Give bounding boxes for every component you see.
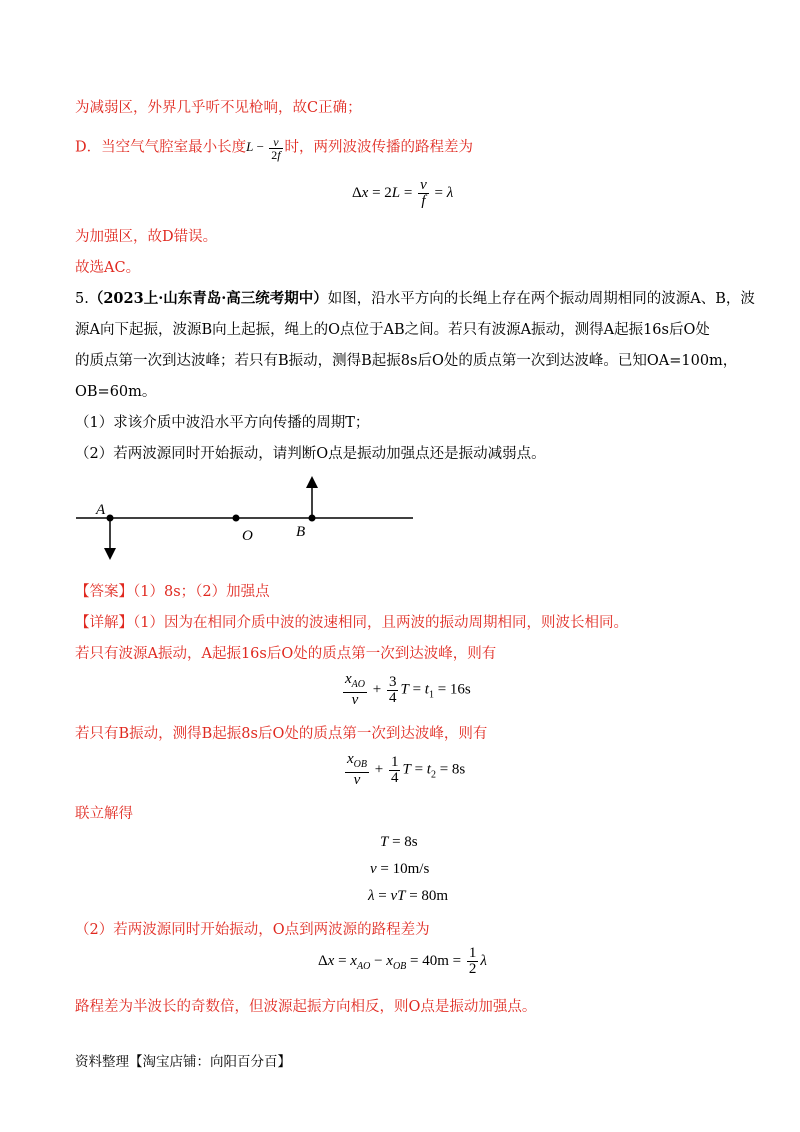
text-line: 路程差为半波长的奇数倍，但波源起振方向相反，则O点是振动加强点。 [75,999,537,1015]
point-o [233,515,240,522]
text-line [75,136,473,161]
rope-diagram [70,470,420,570]
text-line: 为减弱区，外界几乎听不见枪响，故C正确； [75,100,362,116]
label-b: B [296,524,306,540]
text-span: （1）因为在相同介质中波的波速相同，且两波的振动周期相同，则波长相同。 [133,615,628,631]
question-source: （2023上·山东青岛·高三统考期中） [88,290,328,307]
formula-b: $\frac{x_{OB}}{v}$ + $\frac{1}{4}$ $T = t_2 = 8s$ [347,751,466,788]
text-span: 时，两列波波传播的路程差为 [284,139,474,156]
text-span: D．当空气气腔室最小长度 [75,139,247,156]
text-line: OB=60m。 [75,384,157,400]
formula-inline: L − $\frac{v}{2f}$ [246,135,281,162]
text-line: 源A向下起振，波源B向上起振，绳上的O点位于AB之间。若只有波源A振动，测得A起振16s后O处 [75,322,710,338]
label-a: A [96,502,106,518]
text-line: 联立解得 [75,806,133,822]
detail-line [75,613,628,633]
text-line: 若只有波源A振动，A起振16s后O处的质点第一次到达波峰，则有 [75,646,497,662]
text-line: 为加强区，故D错误。 [75,229,218,245]
text-line: 故选AC。 [75,260,141,276]
answer-text: （1）8s；（2）加强点 [133,584,270,600]
text-line: 若只有B振动，测得B起振8s后O处的质点第一次到达波峰，则有 [75,726,488,742]
text-line: （2）若两波源同时开始振动，请判断O点是振动加强点还是振动减弱点。 [75,446,546,462]
text-span: 如图，沿水平方向的长绳上存在两个振动周期相同的波源A、B，波 [327,291,755,307]
text-line: （2）若两波源同时开始振动，O点到两波源的路程差为 [75,922,430,938]
formula-speed: v = 10m/s [370,861,430,877]
formula-delta: $\Delta x = x_{AO} - x_{OB} = 40m$ = $\frac{1}{2}$ λ [318,945,487,977]
label-o: O [242,528,253,544]
formula-period: T = 8s [380,834,418,850]
footer-note: 资料整理【淘宝店铺：向阳百分百】 [75,1054,291,1070]
answer-tag: 【答案】 [75,584,133,600]
text-line: 的质点第一次到达波峰；若只有B振动，测得B起振8s后O处的质点第一次到达波峰。已知OA=100m， [75,353,738,369]
question-number: 5. [75,291,89,307]
formula-wavelength: λ = vT = 80m [368,888,449,904]
detail-tag: 【详解】 [75,615,133,631]
formula-path-diff: Δx = 2L = $\frac{v}{f}$ = λ [352,177,454,209]
question-5-line [75,289,755,309]
text-line: （1）求该介质中波沿水平方向传播的周期T； [75,415,370,431]
formula-a: $\frac{x_{AO}}{v}$ + $\frac{3}{4}$ $T = t_1 = 16s$ [345,671,471,708]
answer-line [75,582,270,602]
